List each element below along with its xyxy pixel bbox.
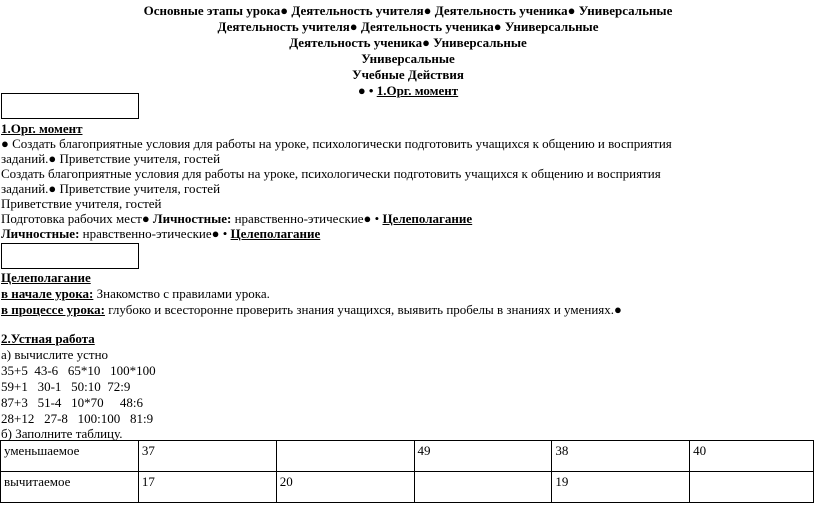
heading-line-3: Деятельность ученика● Универсальные xyxy=(289,35,527,50)
table-cell: уменьшаемое xyxy=(1,441,139,472)
empty-box xyxy=(1,93,139,119)
empty-box-2 xyxy=(1,243,139,269)
goals-start-label: в начале урока: xyxy=(1,286,94,301)
table-cell[interactable] xyxy=(276,441,414,472)
section1-title: 1.Орг. момент xyxy=(1,121,83,136)
section1-line-1: ● Создать благоприятные условия для работы на уроке, психологически подготовить учащихся к общению и восприятия xyxy=(1,136,672,151)
calc-row-4: 28+12 27-8 100:100 81:9 xyxy=(1,411,154,426)
section1-line-6 xyxy=(1,211,472,226)
calc-row-3: 87+3 51-4 10*70 48:6 xyxy=(1,395,144,410)
section1-line-3: Создать благоприятные условия для работы на уроке, психологически подготовить учащихся к общению и восприятия xyxy=(1,166,661,181)
goals-start-text: Знакомство с правилами урока. xyxy=(93,286,270,301)
heading-line-1: Основные этапы урока● Деятельность учителя● Деятельность ученика● Универсальные xyxy=(143,3,673,18)
section1-line-7 xyxy=(1,226,320,241)
table-cell: 49 xyxy=(414,441,552,472)
personal-label: Личностные: xyxy=(152,211,232,226)
fill-table xyxy=(0,440,814,503)
heading-org-moment-link[interactable]: 1.Орг. момент xyxy=(376,83,459,98)
section2-task-a: а) вычислите устно xyxy=(1,347,109,362)
goal-setting-link-2[interactable]: Целеполагание xyxy=(230,226,321,241)
section1-line-5: Приветствие учителя, гостей xyxy=(1,196,162,211)
goals-process-label: в процессе урока: xyxy=(1,302,105,317)
table-cell: 38 xyxy=(552,441,690,472)
section1-line-2: заданий.● Приветствие учителя, гостей xyxy=(1,151,221,166)
table-cell: 37 xyxy=(138,441,276,472)
table-cell: 17 xyxy=(138,472,276,503)
heading-line-4: Универсальные xyxy=(361,51,455,66)
table-cell[interactable] xyxy=(690,472,814,503)
moral-text: нравственно-этические● • xyxy=(231,211,383,226)
goals-title: Целеполагание xyxy=(1,270,91,285)
moral-text-2: нравственно-этические● • xyxy=(79,226,231,241)
heading-line-5: Учебные Действия xyxy=(352,67,464,82)
personal-label-2: Личностные: xyxy=(1,226,80,241)
table-row xyxy=(1,441,814,472)
table-cell: 19 xyxy=(552,472,690,503)
table-cell: 20 xyxy=(276,472,414,503)
goal-setting-link[interactable]: Целеполагание xyxy=(382,211,473,226)
prep-text: Подготовка рабочих мест● xyxy=(1,211,153,226)
heading-bullets: ● • xyxy=(357,83,377,98)
heading-line-2: Деятельность учителя● Деятельность ученика● Универсальные xyxy=(217,19,599,34)
section2-task-b: б) Заполните таблицу. xyxy=(1,426,123,441)
section2-title: 2.Устная работа xyxy=(1,331,95,346)
goals-process-text: глубоко и всесторонне проверить знания учащихся, выявить пробелы в знаниях и умениях.● xyxy=(104,302,622,317)
table-cell: 40 xyxy=(690,441,814,472)
section1-line-4: заданий.● Приветствие учителя, гостей xyxy=(1,181,221,196)
table-row xyxy=(1,472,814,503)
goals-process-line xyxy=(1,302,622,317)
table-cell: вычитаемое xyxy=(1,472,139,503)
calc-row-2: 59+1 30-1 50:10 72:9 xyxy=(1,379,131,394)
table-cell[interactable] xyxy=(414,472,552,503)
goals-start-line xyxy=(1,286,270,301)
calc-row-1: 35+5 43-6 65*10 100*100 xyxy=(1,363,156,378)
